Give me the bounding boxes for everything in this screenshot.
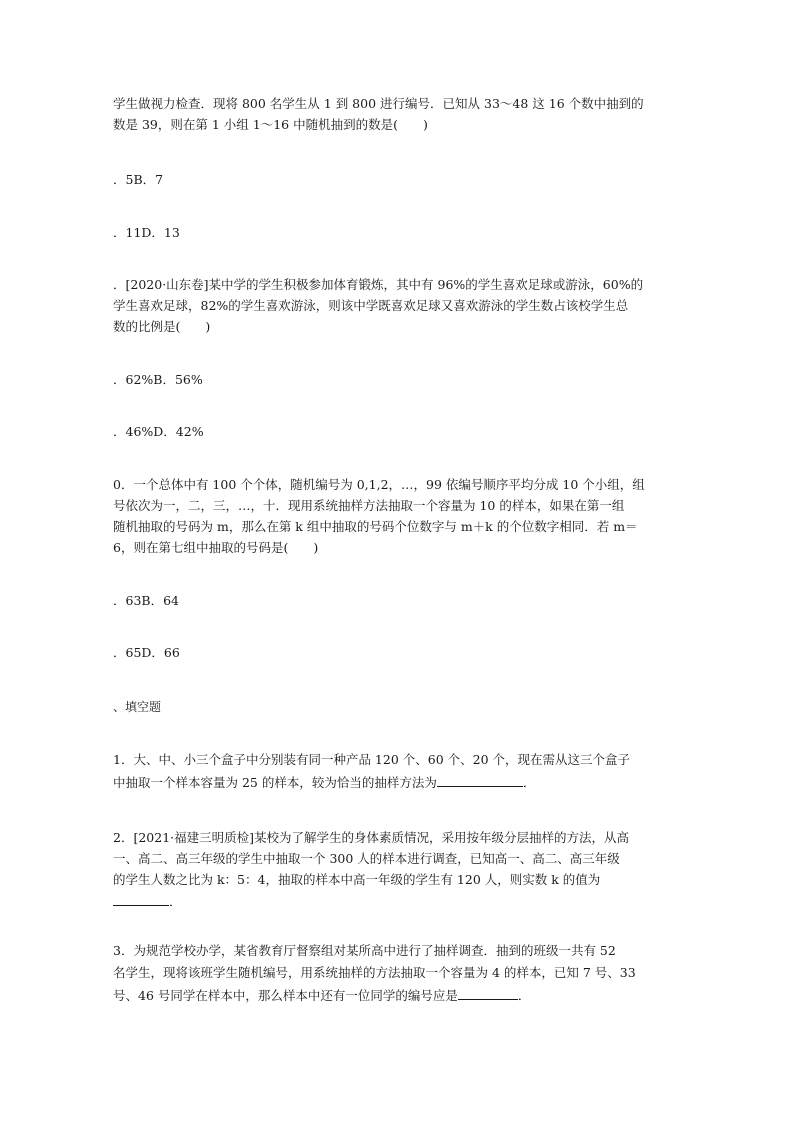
answer-options-ab: ．63B．64	[113, 593, 179, 608]
question-text-line: 3．为规范学校办学，某省教育厅督察组对某所高中进行了抽样调查．抽到的班级一共有 52	[113, 943, 616, 958]
question-text-line: 名学生，现将该班学生随机编号，用系统抽样的方法抽取一个容量为 4 的样本，已知 7 号、33	[113, 965, 636, 980]
answer-options-ab: ．62%B．56%	[113, 372, 203, 387]
answer-options-cd: ．11D．13	[113, 225, 180, 240]
answer-blank[interactable]	[458, 987, 518, 1000]
answer-options-cd: ．65D．66	[113, 645, 180, 660]
question-text-line: 2．[2021·福建三明质检]某校为了解学生的身体素质情况，采用按年级分层抽样的方法，从高	[113, 830, 629, 845]
question-text: ．	[169, 894, 182, 909]
question-text: ．	[517, 988, 531, 1003]
question-text-line	[113, 774, 693, 791]
question-text-line: 号依次为一，二，三，…，十．现用系统抽样方法抽取一个容量为 10 的样本，如果在第一组	[113, 498, 625, 513]
question-text-line: 数是 39，则在第 1 小组 1～16 中随机抽到的数是( )	[113, 117, 428, 132]
question-text-line: 6，则在第七组中抽取的号码是( )	[113, 540, 319, 555]
answer-blank[interactable]	[113, 893, 169, 906]
answer-options-ab: ．5B．7	[113, 172, 164, 187]
question-text-line: 学生喜欢足球，82%的学生喜欢游泳，则该中学既喜欢足球又喜欢游泳的学生数占该校学生总	[113, 298, 629, 313]
answer-blank[interactable]	[437, 774, 523, 787]
question-text-line: 0．一个总体中有 100 个个体，随机编号为 0,1,2，…，99 依编号顺序平均分成 10 个小组，组	[113, 477, 645, 492]
question-text: ．	[522, 775, 536, 790]
question-text-line	[113, 987, 693, 1004]
question-text-line: 的学生人数之比为 k：5：4，抽取的样本中高一年级的学生有 120 人，则实数 k 的值为	[113, 872, 601, 887]
question-text: 号、46 号同学在样本中，那么样本中还有一位同学的编号应是	[113, 988, 458, 1003]
question-text-line: 学生做视力检查．现将 800 名学生从 1 到 800 进行编号．已知从 33～48 这 16 个数中抽到的	[113, 96, 644, 111]
question-text-line: 1．大、中、小三个盒子中分别装有同一种产品 120 个、60 个、20 个，现在需从这三个盒子	[113, 752, 631, 767]
question-text-line: ．[2020·山东卷]某中学的学生积极参加体育锻炼，其中有 96%的学生喜欢足球或游泳，60%的	[113, 277, 644, 292]
question-text-line: 数的比例是( )	[113, 319, 211, 334]
question-text-line: 随机抽取的号码为 m，那么在第 k 组中抽取的号码个位数字与 m＋k 的个位数字相同．若 m＝	[113, 519, 638, 534]
section-heading: 、填空题	[113, 700, 162, 714]
answer-options-cd: ．46%D．42%	[113, 424, 204, 439]
question-text: 中抽取一个样本容量为 25 的样本，较为恰当的抽样方法为	[113, 775, 437, 790]
question-text-line: 一、高二、高三年级的学生中抽取一个 300 人的样本进行调查，已知高一、高二、高三年级	[113, 851, 620, 866]
question-text-line	[113, 893, 693, 910]
